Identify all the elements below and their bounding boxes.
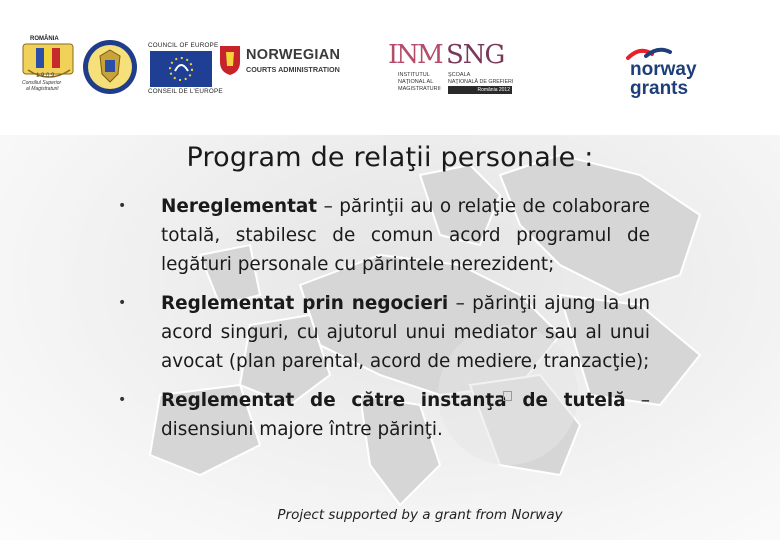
snsg-line-1: ŞCOALA bbox=[448, 72, 471, 78]
coe-label-top: COUNCIL OF EUROPE bbox=[148, 42, 219, 49]
inm-logo bbox=[374, 42, 444, 98]
norway-grants-logo bbox=[620, 44, 720, 104]
inm-line-3: MAGISTRATURII bbox=[398, 86, 441, 92]
bullet-dot-icon: • bbox=[118, 295, 127, 311]
bullet-list bbox=[118, 192, 650, 454]
csm-label-country: ROMÂNIA bbox=[30, 36, 59, 42]
slide-title: Program de relaţii personale : bbox=[186, 142, 594, 173]
inm-mark: INM bbox=[388, 40, 442, 70]
logo-bar bbox=[0, 0, 780, 135]
bullet-text: – părinţii ajung la un acord singuri, cu ajutorul unui mediator sau al unui avocat (plan parental, acord de mediere, tranzacţie); bbox=[161, 293, 650, 372]
coe-logo bbox=[148, 42, 223, 95]
bullet-term: Reglementat de către instanţa de tutelă bbox=[161, 390, 626, 411]
bullet-item bbox=[118, 192, 650, 279]
bullet-term: Reglementat prin negocieri bbox=[161, 293, 449, 314]
csm-label-name2: al Magistraturii bbox=[26, 86, 59, 92]
bullet-term: Nereglementat bbox=[161, 196, 318, 217]
norway-grants-line-1: norway bbox=[630, 59, 697, 80]
ministry-logo bbox=[80, 38, 140, 96]
bullet-item bbox=[118, 289, 650, 376]
norway-grants-line-2: grants bbox=[630, 78, 689, 99]
nca-label-1: NORWEGIAN bbox=[246, 47, 341, 63]
placeholder-box bbox=[503, 391, 512, 401]
norwegian-lion-crest-icon bbox=[218, 42, 242, 76]
snsg-line-2: NAŢIONALĂ DE GREFIERI bbox=[448, 79, 514, 85]
slide-footer: Project supported by a grant from Norway bbox=[277, 507, 563, 523]
bullet-item bbox=[118, 386, 650, 444]
snsg-badge: România 2012 bbox=[448, 86, 512, 94]
romanian-coat-of-arms-icon bbox=[80, 38, 140, 96]
bullet-dot-icon: • bbox=[118, 198, 127, 214]
snsg-mark: SNG bbox=[446, 40, 505, 70]
bullet-text: – disensiuni majore între părinţi. bbox=[161, 390, 650, 440]
nca-logo bbox=[218, 40, 368, 90]
inm-line-1: INSTITUTUL bbox=[398, 72, 430, 78]
csm-label-year: 1 9 0 9 bbox=[36, 73, 55, 79]
csm-logo bbox=[14, 34, 84, 94]
coe-label-bottom: CONSEIL DE L'EUROPE bbox=[148, 88, 223, 95]
snsg-logo bbox=[444, 42, 518, 98]
bullet-dot-icon: • bbox=[118, 392, 127, 408]
nca-label-2: COURTS ADMINISTRATION bbox=[246, 65, 340, 74]
council-of-europe-flag-icon bbox=[150, 51, 212, 87]
inm-line-2: NAŢIONAL AL bbox=[398, 79, 434, 85]
csm-label-name1: Consiliul Superior bbox=[22, 80, 62, 86]
bullet-text: – părinţii au o relaţie de colaborare totală, stabilesc de comun acord programul de legături personale cu părintele nerezident; bbox=[161, 196, 650, 275]
